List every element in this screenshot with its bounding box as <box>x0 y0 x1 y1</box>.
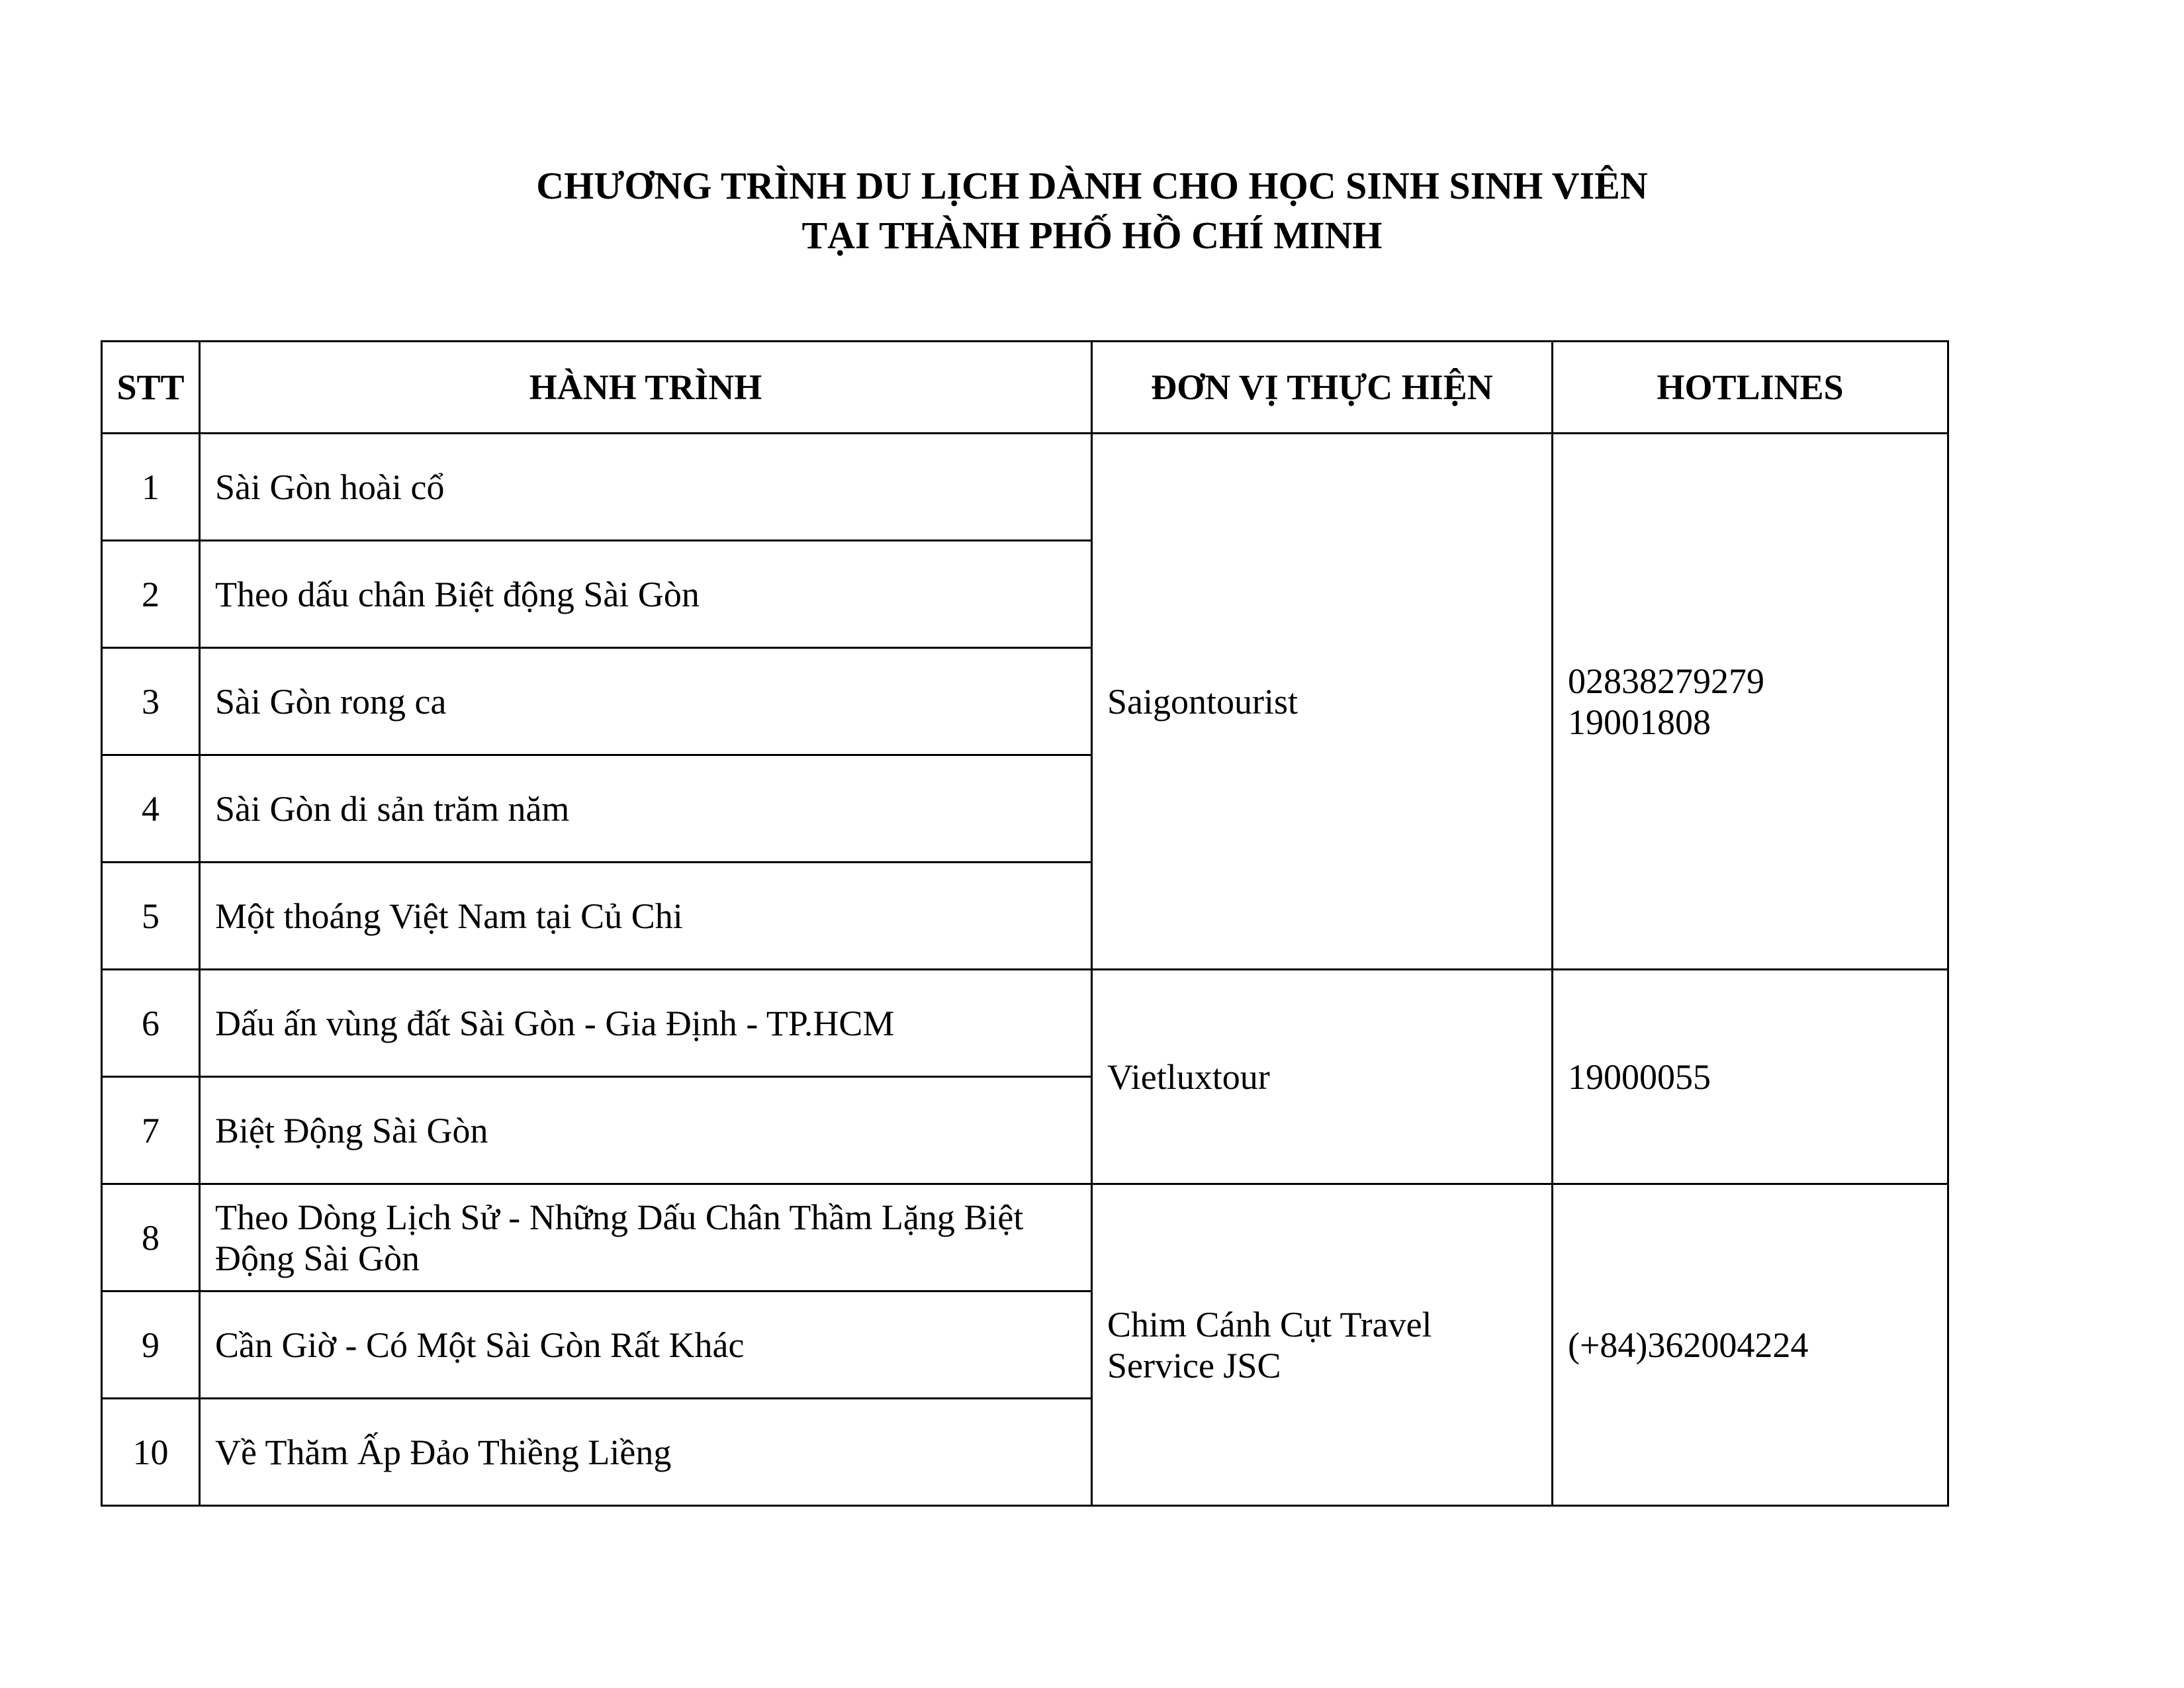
row-number: 5 <box>102 863 200 970</box>
route-name: Cần Giờ - Có Một Sài Gòn Rất Khác <box>200 1291 1092 1399</box>
unit-name: Vietluxtour <box>1107 1056 1270 1097</box>
row-number: 4 <box>102 755 200 863</box>
row-number: 7 <box>102 1077 200 1184</box>
header-stt: STT <box>102 342 200 434</box>
header-hotlines: HOTLINES <box>1553 342 1948 434</box>
table-row <box>102 434 1948 541</box>
row-number: 2 <box>102 541 200 648</box>
hotline-number: 19001808 <box>1568 702 1711 742</box>
table-row <box>102 970 1948 1077</box>
route-name: Biệt Động Sài Gòn <box>200 1077 1092 1184</box>
row-number: 8 <box>102 1184 200 1291</box>
hotlines-saigontourist <box>1553 434 1948 970</box>
header-unit: ĐƠN VỊ THỰC HIỆN <box>1092 342 1553 434</box>
table-header-row <box>102 342 1948 434</box>
route-name: Một thoáng Việt Nam tại Củ Chi <box>200 863 1092 970</box>
tour-program-table <box>101 340 1949 1507</box>
unit-name: Saigontourist <box>1107 681 1298 722</box>
route-name: Theo dấu chân Biệt động Sài Gòn <box>200 541 1092 648</box>
unit-name: Chim Cánh Cụt Travel <box>1107 1304 1432 1344</box>
row-number: 10 <box>102 1399 200 1506</box>
unit-name: Service JSC <box>1107 1345 1281 1385</box>
header-route: HÀNH TRÌNH <box>200 342 1092 434</box>
row-number: 6 <box>102 970 200 1077</box>
hotline-number: 02838279279 <box>1568 661 1764 701</box>
route-name: Sài Gòn hoài cổ <box>200 434 1092 541</box>
route-name: Theo Dòng Lịch Sử - Những Dấu Chân Thầm Lặng Biệt Động Sài Gòn <box>200 1184 1092 1291</box>
row-number: 3 <box>102 648 200 755</box>
hotline-number: 19000055 <box>1568 1056 1711 1097</box>
route-name: Sài Gòn di sản trăm năm <box>200 755 1092 863</box>
unit-vietluxtour <box>1092 970 1553 1184</box>
row-number: 9 <box>102 1291 200 1399</box>
table-row <box>102 1184 1948 1291</box>
hotline-number: (+84)362004224 <box>1568 1325 1809 1365</box>
row-number: 1 <box>102 434 200 541</box>
document-title-line-2: TẠI THÀNH PHỐ HỒ CHÍ MINH <box>801 214 1383 257</box>
unit-saigontourist <box>1092 434 1553 970</box>
unit-chim-canh-cut <box>1092 1184 1553 1506</box>
route-name: Dấu ấn vùng đất Sài Gòn - Gia Định - TP.HCM <box>200 970 1092 1077</box>
document-title-line-1: CHƯƠNG TRÌNH DU LỊCH DÀNH CHO HỌC SINH SINH VIÊN <box>536 164 1648 207</box>
hotlines-chim-canh-cut <box>1553 1184 1948 1506</box>
hotlines-vietluxtour <box>1553 970 1948 1184</box>
route-name: Sài Gòn rong ca <box>200 648 1092 755</box>
route-name: Về Thăm Ấp Đảo Thiềng Liềng <box>200 1399 1092 1506</box>
